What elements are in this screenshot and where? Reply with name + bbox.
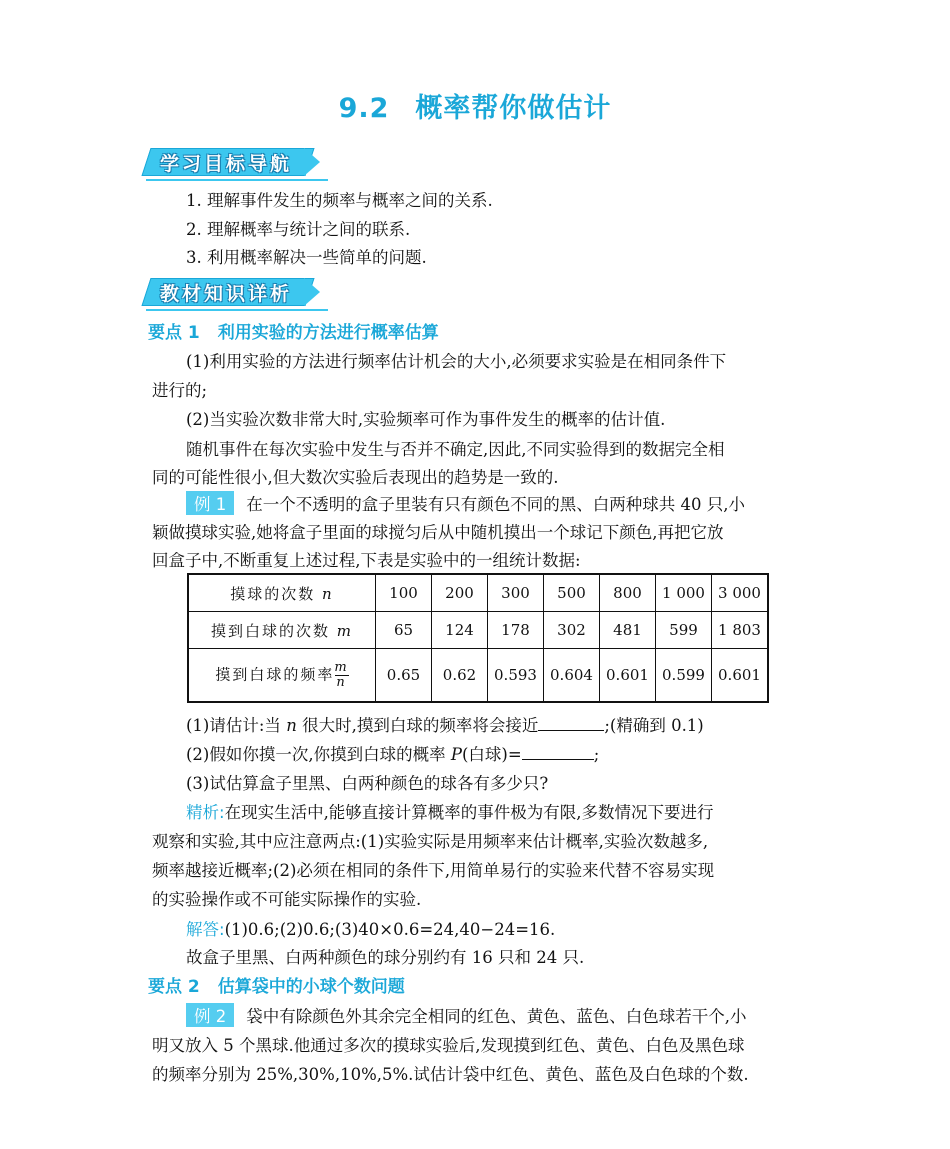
- answer-blank[interactable]: [522, 759, 594, 760]
- paragraph: 同的可能性很小,但大数次实验后表现出的趋势是一致的.: [152, 468, 559, 487]
- point1-heading: [148, 318, 439, 343]
- table-cell: 178: [488, 612, 544, 649]
- section-title: 概率帮你做估计: [415, 93, 612, 124]
- table-cell: 100: [376, 574, 432, 612]
- table-cell: 0.604: [544, 649, 600, 703]
- point2-label: 要点 2: [148, 977, 200, 997]
- analysis-line: 观察和实验,其中应注意两点:(1)实验实际是用频率来估计概率,实验次数越多,: [152, 832, 709, 851]
- question-1: [186, 712, 836, 736]
- analysis-line: 频率越接近概率;(2)必须在相同的条件下,用简单易行的实验来代替不容易实现: [152, 861, 715, 880]
- question-text: (1)请估计:当: [186, 716, 287, 735]
- table-cell: 200: [432, 574, 488, 612]
- example2-line: 明又放入 5 个黑球.他通过多次的摸球实验后,发现摸到红色、黄色、白色及黑色球: [152, 1036, 745, 1055]
- table-cell: 1 000: [656, 574, 712, 612]
- question-text: (白球)=: [461, 745, 522, 764]
- table-cell: 3 000: [712, 574, 769, 612]
- point2-heading: [148, 972, 405, 997]
- example1-line: 颖做摸球实验,她将盒子里面的球搅匀后从中随机摸出一个球记下颜色,再把它放: [152, 523, 724, 542]
- question-text: ;(精确到 0.1): [604, 716, 704, 735]
- table-cell: 800: [600, 574, 656, 612]
- point1-title: 利用实验的方法进行概率估算: [217, 323, 439, 343]
- example2-text: 袋中有除颜色外其余完全相同的红色、黄色、蓝色、白色球若干个,小: [246, 1007, 747, 1026]
- table-cell: 0.601: [600, 649, 656, 703]
- table-cell: 0.62: [432, 649, 488, 703]
- example1-label: 例 1: [186, 491, 234, 515]
- example2-line: 的频率分别为 25%,30%,10%,5%.试估计袋中红色、黄色、蓝色及白色球的个数.: [152, 1065, 749, 1084]
- table-header-label: 摸到白球的频率: [215, 665, 335, 683]
- table-cell: 500: [544, 574, 600, 612]
- question-text: ;: [593, 745, 600, 764]
- fraction-numerator: m: [334, 659, 349, 675]
- answer-label: 解答:: [186, 920, 225, 939]
- question-text: 很大时,摸到白球的频率将会接近: [296, 716, 539, 735]
- goal-item: 2. 理解概率与统计之间的联系.: [186, 220, 411, 239]
- example2-line: [186, 1003, 836, 1027]
- variable-n: n: [286, 716, 297, 735]
- section-number: 9.2: [338, 93, 390, 124]
- paragraph: 随机事件在每次实验中发生与否并不确定,因此,不同实验得到的数据完全相: [186, 440, 725, 459]
- goal-item: 3. 利用概率解决一些简单的问题.: [186, 248, 427, 267]
- table-cell: 481: [600, 612, 656, 649]
- table-header-cell: [188, 649, 376, 703]
- point2-title: 估算袋中的小球个数问题: [217, 977, 405, 997]
- answer-line: [186, 916, 836, 940]
- example1-line: 回盒子中,不断重复上述过程,下表是实验中的一组统计数据:: [152, 551, 581, 570]
- question-3: (3)试估算盒子里黑、白两种颜色的球各有多少只?: [186, 774, 549, 793]
- answer-text: (1)0.6;(2)0.6;(3)40×0.6=24,40−24=16.: [224, 920, 556, 939]
- page-title: [0, 86, 950, 125]
- analysis-text: 在现实生活中,能够直接计算概率的事件极为有限,多数情况下要进行: [224, 803, 714, 822]
- table-cell: 124: [432, 612, 488, 649]
- table-cell: 65: [376, 612, 432, 649]
- goal-item: 1. 理解事件发生的频率与概率之间的关系.: [186, 191, 493, 210]
- question-2: [186, 741, 836, 765]
- fraction-denominator: n: [336, 674, 347, 690]
- paragraph: 进行的;: [152, 381, 208, 400]
- table-cell: 0.65: [376, 649, 432, 703]
- table-cell: 0.599: [656, 649, 712, 703]
- conclusion: 故盒子里黑、白两种颜色的球分别约有 16 只和 24 只.: [186, 948, 585, 967]
- table-header-cell: 摸球的次数 n: [188, 574, 376, 612]
- knowledge-banner: [146, 276, 326, 310]
- point1-label: 要点 1: [148, 323, 200, 343]
- analysis-line: [186, 799, 836, 823]
- table-cell: 599: [656, 612, 712, 649]
- variable-p: P: [450, 745, 462, 764]
- paragraph: (1)利用实验的方法进行频率估计机会的大小,必须要求实验是在相同条件下: [186, 352, 727, 371]
- table-row: [188, 649, 768, 703]
- table-cell: 1 803: [712, 612, 769, 649]
- goals-banner: [146, 146, 326, 180]
- table-cell: 300: [488, 574, 544, 612]
- table-row: [188, 612, 768, 649]
- analysis-line: 的实验操作或不可能实际操作的实验.: [152, 890, 422, 909]
- table-cell: 0.601: [712, 649, 769, 703]
- paragraph: (2)当实验次数非常大时,实验频率可作为事件发生的概率的估计值.: [186, 410, 666, 429]
- table-cell: 302: [544, 612, 600, 649]
- knowledge-banner-label: 教材知识详析: [160, 283, 293, 305]
- example1-text: 在一个不透明的盒子里装有只有颜色不同的黑、白两种球共 40 只,小: [246, 495, 745, 514]
- table-header-cell: 摸到白球的次数 m: [188, 612, 376, 649]
- table-row: [188, 574, 768, 612]
- table-cell: 0.593: [488, 649, 544, 703]
- fraction: [334, 661, 348, 690]
- example1-line: [186, 491, 836, 515]
- answer-blank[interactable]: [538, 730, 604, 731]
- question-text: (2)假如你摸一次,你摸到白球的概率: [186, 745, 451, 764]
- data-table: [187, 573, 769, 703]
- analysis-label: 精析:: [186, 803, 225, 822]
- example2-label: 例 2: [186, 1003, 234, 1027]
- goals-banner-label: 学习目标导航: [160, 153, 293, 175]
